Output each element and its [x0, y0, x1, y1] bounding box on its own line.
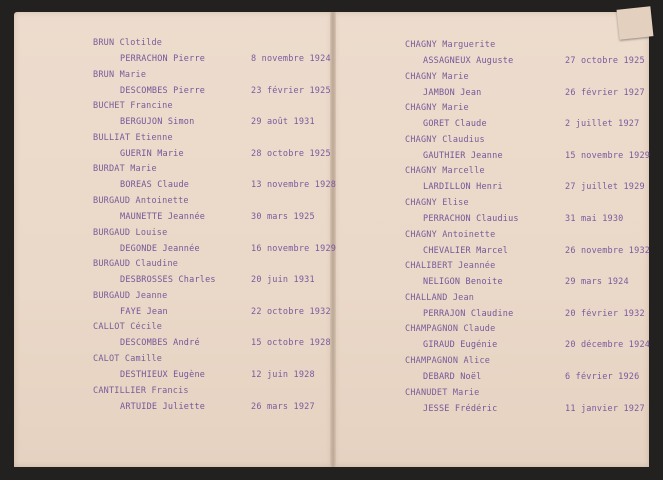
right-page-entry-parent: CHANUDET Marie [405, 387, 480, 398]
right-page-entry-parent: CHAMPAGNON Alice [405, 356, 491, 366]
left-page-entry-parent: BUCHET Francine [93, 101, 173, 112]
left-page-entry-parent: CALOT Camille [93, 354, 163, 364]
left-page-entry-parent: BRUN Marie [93, 69, 147, 80]
left-page-entry-parent: BURGAUD Louise [93, 227, 168, 238]
left-page [14, 12, 332, 467]
right-page-entry-date: 6 février 1926 [565, 372, 640, 382]
right-page-entry-parent: CHAGNY Marcelle [405, 166, 485, 177]
left-page-entry-date: 12 juin 1928 [251, 370, 315, 380]
right-page-entry-parent: CHAGNY Claudius [405, 134, 485, 145]
right-page-entry-parent: CHAMPAGNON Claude [405, 324, 496, 335]
right-page-entry-date: 11 janvier 1927 [565, 403, 645, 414]
right-page-entry-parent: CHAGNY Marguerite [405, 40, 496, 50]
right-page-entry-child: GAUTHIER Jeanne [423, 150, 503, 161]
right-page-entry-parent: CHAGNY Marie [405, 71, 469, 82]
left-page-entry-parent: CALLOT Cécile [93, 322, 163, 333]
right-page-entry-child: ASSAGNEUX Auguste [423, 56, 514, 66]
left-page-entry-date: 23 février 1925 [251, 85, 331, 96]
left-page-entry-date: 22 octobre 1932 [251, 306, 331, 317]
left-page-entry-date: 26 mars 1927 [251, 401, 315, 412]
left-page-entry-date: 16 novembre 1929 [251, 243, 337, 254]
left-page-entry-parent: BURGAUD Claudine [93, 259, 179, 270]
right-page-entry-parent: CHAGNY Antoinette [405, 229, 496, 240]
left-page-entry-child: GUERIN Marie [120, 148, 184, 159]
left-page-entry-child: DESBROSSES Charles [120, 275, 216, 286]
left-page-entry-date: 29 août 1931 [251, 117, 315, 128]
right-page-entry-child: JESSE Frédéric [423, 403, 498, 414]
left-page-entry-date: 28 octobre 1925 [251, 148, 331, 159]
right-page-entry-date: 26 février 1927 [565, 87, 645, 98]
left-page-entry-parent: BURGAUD Antoinette [93, 196, 189, 206]
right-page-entry-date: 20 février 1932 [565, 308, 645, 319]
left-page-entry-child: DESCOMBES Pierre [120, 85, 206, 96]
left-page-entry-child: DESCOMBES André [120, 338, 200, 349]
right-page-entry-child: GIRAUD Eugénie [423, 340, 498, 351]
right-page-entry-date: 29 mars 1924 [565, 277, 629, 288]
left-page-entry-child: ARTUIDE Juliette [120, 401, 206, 412]
left-page-entry-child: MAUNETTE Jeannée [120, 212, 206, 222]
left-page-entry-child: DEGONDE Jeannée [120, 243, 200, 254]
left-page-entry-date: 20 juin 1931 [251, 275, 315, 286]
right-page-entry-child: NELIGON Benoite [423, 277, 503, 288]
left-page-entry-date: 8 novembre 1924 [251, 54, 331, 64]
right-page-entry-date: 26 novembre 1932 [565, 245, 651, 256]
left-page-entry-parent: CANTILLIER Francis [93, 385, 189, 396]
left-page-entry-parent: BURDAT Marie [93, 164, 157, 175]
right-page-entry-parent: CHALIBERT Jeannée [405, 261, 496, 272]
left-page-entry-child: DESTHIEUX Eugène [120, 370, 206, 380]
right-page-entry-child: PERRACHON Claudius [423, 214, 519, 224]
left-page-entry-child: BOREAS Claude [120, 180, 190, 191]
right-page-entry-date: 27 octobre 1925 [565, 56, 645, 66]
right-page-entry-child: LARDILLON Henri [423, 182, 503, 193]
right-page-entry-date: 15 novembre 1929 [565, 150, 651, 161]
right-page-entry-date: 2 juillet 1927 [565, 119, 640, 130]
right-page-entry-date: 20 décembre 1924 [565, 340, 651, 351]
right-page-entry-child: DEBARD Noël [423, 372, 482, 382]
book-gutter [330, 12, 336, 467]
right-page-entry-child: GORET Claude [423, 119, 487, 130]
left-page-entry-date: 15 octobre 1928 [251, 338, 331, 349]
right-page-entry-parent: CHALLAND Jean [405, 292, 475, 303]
left-page-entry-child: FAYE Jean [120, 306, 168, 317]
right-page-entry-child: JAMBON Jean [423, 87, 482, 98]
left-page-entry-parent: BULLIAT Etienne [93, 132, 173, 143]
right-page-entry-child: PERRAJON Claudine [423, 308, 514, 319]
left-page-entry-parent: BURGAUD Jeanne [93, 290, 168, 301]
left-page-entry-date: 13 novembre 1928 [251, 180, 337, 191]
right-page-entry-date: 27 juillet 1929 [565, 182, 645, 193]
torn-corner [617, 6, 654, 39]
left-page-entry-parent: BRUN Clotilde [93, 38, 163, 48]
right-page-entry-date: 31 mai 1930 [565, 214, 624, 224]
left-page-entry-child: PERRACHON Pierre [120, 54, 206, 64]
right-page-entry-child: CHEVALIER Marcel [423, 245, 509, 256]
right-page-entry-parent: CHAGNY Elise [405, 198, 469, 208]
right-page-entry-parent: CHAGNY Marie [405, 103, 469, 114]
left-page-entry-date: 30 mars 1925 [251, 212, 315, 222]
left-page-entry-child: BERGUJON Simon [120, 117, 195, 128]
